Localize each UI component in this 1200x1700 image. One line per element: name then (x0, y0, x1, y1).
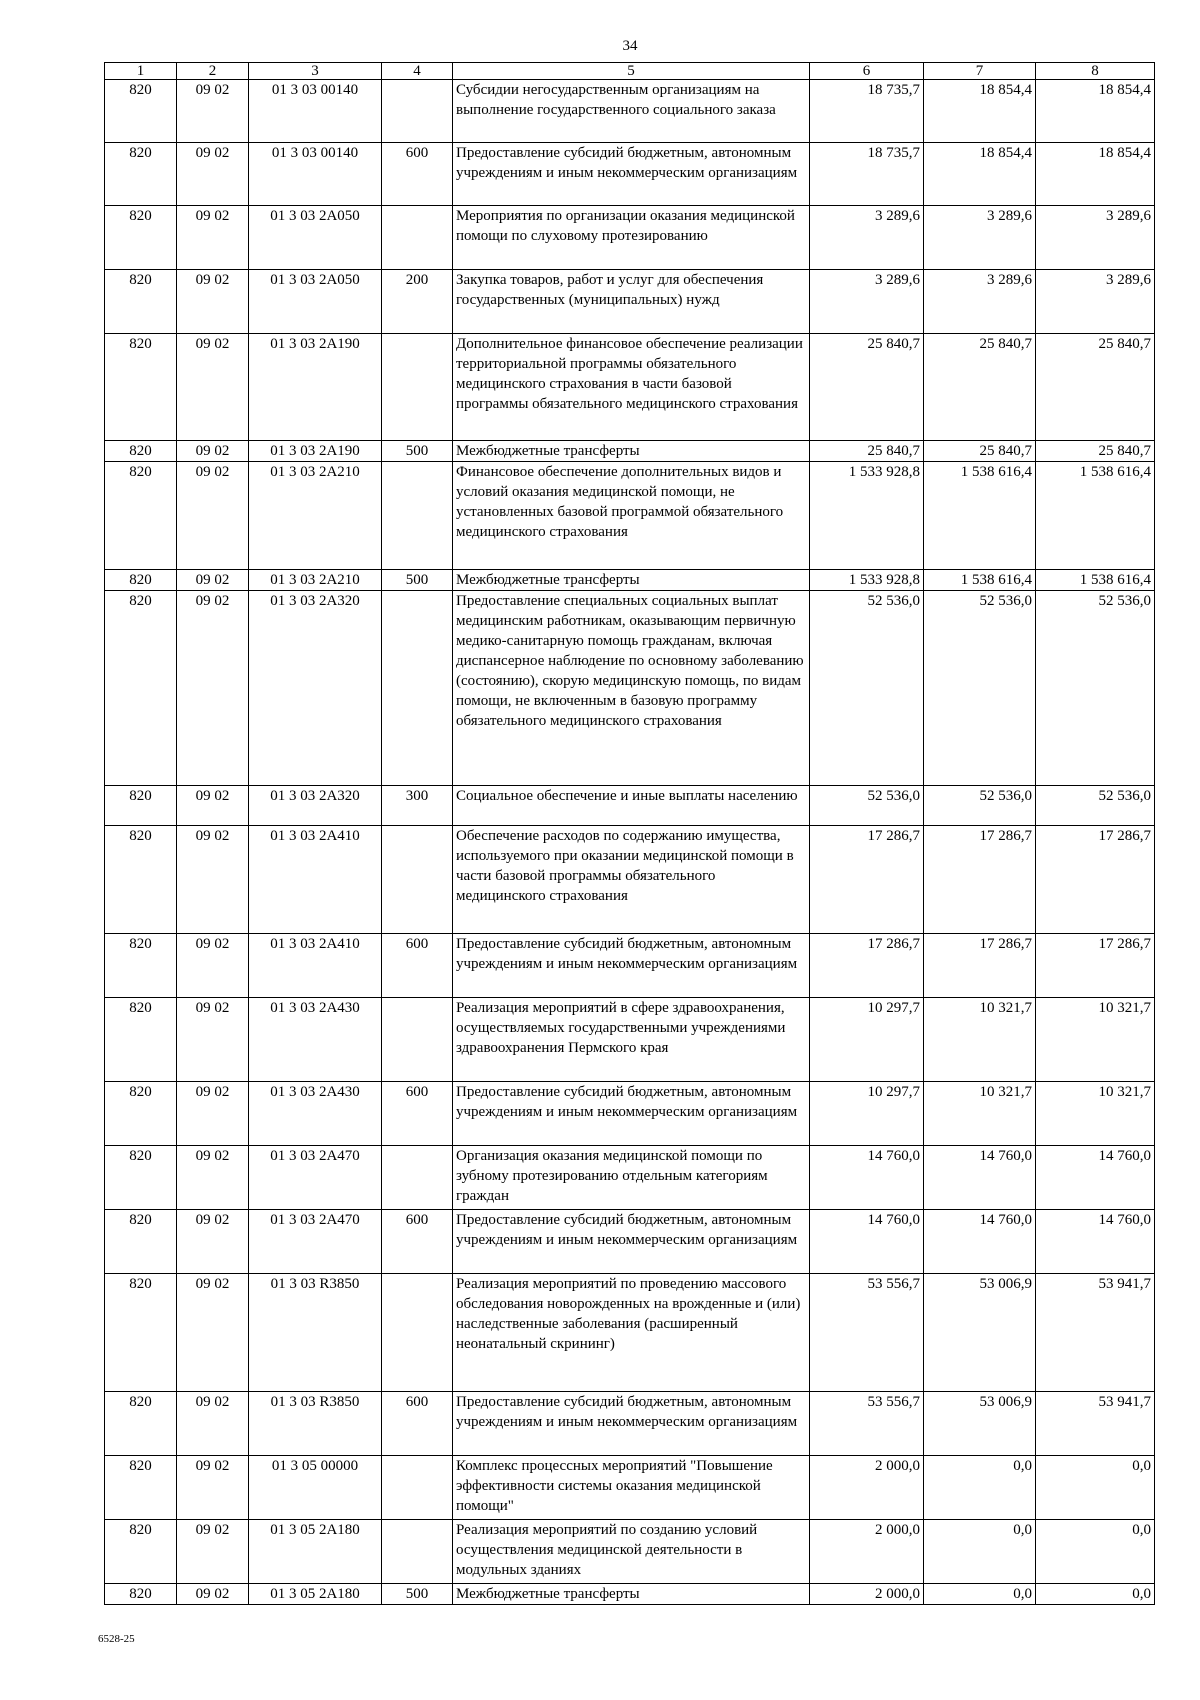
table-row (105, 591, 1155, 786)
description-cell: Предоставление субсидий бюджетным, автономным учреждениям и иным некоммерческим организациям (453, 934, 810, 998)
table-row (105, 570, 1155, 591)
expense-type-cell: 600 (382, 934, 453, 998)
amount-col6-cell: 10 297,7 (810, 998, 924, 1082)
description-cell: Дополнительное финансовое обеспечение реализации территориальной программы обязательного медицинского страхования в части базовой программы обязательного медицинского страхования (453, 334, 810, 441)
target-article-cell: 01 3 03 2А430 (249, 998, 382, 1082)
target-article-cell: 01 3 03 2А190 (249, 334, 382, 441)
amount-col8-cell: 3 289,6 (1036, 270, 1155, 334)
column-number-3: 3 (249, 63, 382, 80)
admin-code-cell: 820 (105, 1392, 177, 1456)
section-code-cell: 09 02 (177, 998, 249, 1082)
admin-code-cell: 820 (105, 786, 177, 826)
section-code-cell: 09 02 (177, 1520, 249, 1584)
description-cell: Мероприятия по организации оказания медицинской помощи по слуховому протезированию (453, 206, 810, 270)
column-number-6: 6 (810, 63, 924, 80)
amount-col8-cell: 1 538 616,4 (1036, 462, 1155, 570)
column-number-5: 5 (453, 63, 810, 80)
expense-type-cell: 500 (382, 1584, 453, 1605)
expense-type-cell (382, 591, 453, 786)
admin-code-cell: 820 (105, 1584, 177, 1605)
section-code-cell: 09 02 (177, 1584, 249, 1605)
amount-col8-cell: 10 321,7 (1036, 998, 1155, 1082)
description-cell: Комплекс процессных мероприятий "Повышение эффективности системы оказания медицинской помощи" (453, 1456, 810, 1520)
amount-col7-cell: 53 006,9 (924, 1274, 1036, 1392)
amount-col8-cell: 52 536,0 (1036, 591, 1155, 786)
target-article-cell: 01 3 03 2А210 (249, 570, 382, 591)
table-row (105, 1082, 1155, 1146)
admin-code-cell: 820 (105, 826, 177, 934)
column-number-7: 7 (924, 63, 1036, 80)
description-cell: Субсидии негосударственным организациям на выполнение государственного социального заказа (453, 80, 810, 143)
admin-code-cell: 820 (105, 1456, 177, 1520)
amount-col7-cell: 0,0 (924, 1456, 1036, 1520)
table-row (105, 998, 1155, 1082)
amount-col6-cell: 2 000,0 (810, 1520, 924, 1584)
amount-col8-cell: 53 941,7 (1036, 1274, 1155, 1392)
column-number-8: 8 (1036, 63, 1155, 80)
expense-type-cell: 500 (382, 570, 453, 591)
amount-col6-cell: 1 533 928,8 (810, 462, 924, 570)
section-code-cell: 09 02 (177, 1210, 249, 1274)
expense-type-cell (382, 1146, 453, 1210)
budget-table (104, 62, 1155, 1605)
amount-col6-cell: 18 735,7 (810, 80, 924, 143)
amount-col7-cell: 3 289,6 (924, 270, 1036, 334)
amount-col7-cell: 14 760,0 (924, 1146, 1036, 1210)
target-article-cell: 01 3 03 R3850 (249, 1392, 382, 1456)
description-cell: Межбюджетные трансферты (453, 1584, 810, 1605)
expense-type-cell (382, 826, 453, 934)
table-row (105, 1210, 1155, 1274)
amount-col6-cell: 1 533 928,8 (810, 570, 924, 591)
target-article-cell: 01 3 03 2А050 (249, 270, 382, 334)
table-row (105, 826, 1155, 934)
amount-col7-cell: 10 321,7 (924, 1082, 1036, 1146)
expense-type-cell: 500 (382, 441, 453, 462)
amount-col6-cell: 53 556,7 (810, 1274, 924, 1392)
description-cell: Организация оказания медицинской помощи по зубному протезированию отдельным категориям граждан (453, 1146, 810, 1210)
expense-type-cell (382, 462, 453, 570)
admin-code-cell: 820 (105, 1210, 177, 1274)
description-cell: Реализация мероприятий в сфере здравоохранения, осуществляемых государственными учреждениями здравоохранения Пермского края (453, 998, 810, 1082)
amount-col8-cell: 53 941,7 (1036, 1392, 1155, 1456)
section-code-cell: 09 02 (177, 1274, 249, 1392)
description-cell: Реализация мероприятий по проведению массового обследования новорожденных на врожденные и (или) наследственные заболевания (расширенный неонатальный скрининг) (453, 1274, 810, 1392)
amount-col6-cell: 3 289,6 (810, 206, 924, 270)
amount-col7-cell: 17 286,7 (924, 826, 1036, 934)
expense-type-cell: 600 (382, 143, 453, 206)
expense-type-cell (382, 206, 453, 270)
expense-type-cell: 600 (382, 1082, 453, 1146)
section-code-cell: 09 02 (177, 570, 249, 591)
target-article-cell: 01 3 03 2А320 (249, 786, 382, 826)
page-number: 34 (622, 38, 638, 54)
expense-type-cell: 200 (382, 270, 453, 334)
amount-col8-cell: 25 840,7 (1036, 441, 1155, 462)
amount-col7-cell: 0,0 (924, 1520, 1036, 1584)
table-row (105, 334, 1155, 441)
section-code-cell: 09 02 (177, 826, 249, 934)
expense-type-cell (382, 334, 453, 441)
table-row (105, 1520, 1155, 1584)
description-cell: Социальное обеспечение и иные выплаты населению (453, 786, 810, 826)
table-row (105, 1274, 1155, 1392)
description-cell: Реализация мероприятий по созданию условий осуществления медицинской деятельности в модульных зданиях (453, 1520, 810, 1584)
section-code-cell: 09 02 (177, 334, 249, 441)
target-article-cell: 01 3 03 2А470 (249, 1210, 382, 1274)
admin-code-cell: 820 (105, 1274, 177, 1392)
amount-col7-cell: 18 854,4 (924, 80, 1036, 143)
amount-col6-cell: 25 840,7 (810, 334, 924, 441)
target-article-cell: 01 3 03 2А210 (249, 462, 382, 570)
expense-type-cell (382, 1274, 453, 1392)
admin-code-cell: 820 (105, 441, 177, 462)
section-code-cell: 09 02 (177, 441, 249, 462)
table-row (105, 934, 1155, 998)
amount-col8-cell: 10 321,7 (1036, 1082, 1155, 1146)
admin-code-cell: 820 (105, 1082, 177, 1146)
target-article-cell: 01 3 03 2А470 (249, 1146, 382, 1210)
amount-col7-cell: 1 538 616,4 (924, 570, 1036, 591)
amount-col6-cell: 18 735,7 (810, 143, 924, 206)
amount-col6-cell: 52 536,0 (810, 591, 924, 786)
section-code-cell: 09 02 (177, 1456, 249, 1520)
amount-col6-cell: 53 556,7 (810, 1392, 924, 1456)
expense-type-cell (382, 80, 453, 143)
admin-code-cell: 820 (105, 143, 177, 206)
target-article-cell: 01 3 05 2А180 (249, 1584, 382, 1605)
target-article-cell: 01 3 05 2А180 (249, 1520, 382, 1584)
amount-col7-cell: 1 538 616,4 (924, 462, 1036, 570)
description-cell: Предоставление субсидий бюджетным, автономным учреждениям и иным некоммерческим организациям (453, 1392, 810, 1456)
description-cell: Предоставление субсидий бюджетным, автономным учреждениям и иным некоммерческим организациям (453, 143, 810, 206)
amount-col8-cell: 0,0 (1036, 1584, 1155, 1605)
table-row (105, 206, 1155, 270)
amount-col7-cell: 53 006,9 (924, 1392, 1036, 1456)
amount-col6-cell: 3 289,6 (810, 270, 924, 334)
target-article-cell: 01 3 03 00140 (249, 143, 382, 206)
admin-code-cell: 820 (105, 1146, 177, 1210)
column-number-1: 1 (105, 63, 177, 80)
target-article-cell: 01 3 03 2А430 (249, 1082, 382, 1146)
section-code-cell: 09 02 (177, 462, 249, 570)
amount-col8-cell: 52 536,0 (1036, 786, 1155, 826)
admin-code-cell: 820 (105, 934, 177, 998)
table-row (105, 1584, 1155, 1605)
admin-code-cell: 820 (105, 462, 177, 570)
amount-col6-cell: 2 000,0 (810, 1456, 924, 1520)
amount-col7-cell: 14 760,0 (924, 1210, 1036, 1274)
admin-code-cell: 820 (105, 334, 177, 441)
description-cell: Предоставление субсидий бюджетным, автономным учреждениям и иным некоммерческим организациям (453, 1082, 810, 1146)
column-number-4: 4 (382, 63, 453, 80)
description-cell: Финансовое обеспечение дополнительных видов и условий оказания медицинской помощи, не установленных базовой программой обязательного медицинского страхования (453, 462, 810, 570)
amount-col6-cell: 25 840,7 (810, 441, 924, 462)
expense-type-cell: 600 (382, 1210, 453, 1274)
description-cell: Межбюджетные трансферты (453, 441, 810, 462)
description-cell: Обеспечение расходов по содержанию имущества, используемого при оказании медицинской помощи в части базовой программы обязательного медицинского страхования (453, 826, 810, 934)
section-code-cell: 09 02 (177, 1392, 249, 1456)
section-code-cell: 09 02 (177, 1146, 249, 1210)
amount-col6-cell: 2 000,0 (810, 1584, 924, 1605)
amount-col7-cell: 52 536,0 (924, 591, 1036, 786)
section-code-cell: 09 02 (177, 934, 249, 998)
column-number-2: 2 (177, 63, 249, 80)
amount-col7-cell: 18 854,4 (924, 143, 1036, 206)
description-cell: Предоставление субсидий бюджетным, автономным учреждениям и иным некоммерческим организациям (453, 1210, 810, 1274)
amount-col7-cell: 25 840,7 (924, 334, 1036, 441)
target-article-cell: 01 3 03 2А190 (249, 441, 382, 462)
admin-code-cell: 820 (105, 206, 177, 270)
table-row (105, 80, 1155, 143)
amount-col8-cell: 17 286,7 (1036, 934, 1155, 998)
amount-col6-cell: 17 286,7 (810, 934, 924, 998)
expense-type-cell: 600 (382, 1392, 453, 1456)
amount-col8-cell: 0,0 (1036, 1520, 1155, 1584)
column-number-header (105, 63, 1155, 80)
amount-col8-cell: 18 854,4 (1036, 143, 1155, 206)
description-cell: Межбюджетные трансферты (453, 570, 810, 591)
amount-col6-cell: 17 286,7 (810, 826, 924, 934)
table-row (105, 1392, 1155, 1456)
target-article-cell: 01 3 03 R3850 (249, 1274, 382, 1392)
target-article-cell: 01 3 05 00000 (249, 1456, 382, 1520)
amount-col7-cell: 52 536,0 (924, 786, 1036, 826)
amount-col8-cell: 1 538 616,4 (1036, 570, 1155, 591)
section-code-cell: 09 02 (177, 206, 249, 270)
description-cell: Закупка товаров, работ и услуг для обеспечения государственных (муниципальных) нужд (453, 270, 810, 334)
section-code-cell: 09 02 (177, 786, 249, 826)
amount-col8-cell: 0,0 (1036, 1456, 1155, 1520)
target-article-cell: 01 3 03 2А050 (249, 206, 382, 270)
description-cell: Предоставление специальных социальных выплат медицинским работникам, оказывающим первичную медико-санитарную помощь гражданам, включая диспансерное наблюдение по основному заболеванию (состоянию), скорую медицинскую помощь, по видам помощи, не включенным в базовую программу обязательного медицинского страхования (453, 591, 810, 786)
amount-col7-cell: 17 286,7 (924, 934, 1036, 998)
table-row (105, 441, 1155, 462)
amount-col6-cell: 14 760,0 (810, 1146, 924, 1210)
amount-col8-cell: 18 854,4 (1036, 80, 1155, 143)
section-code-cell: 09 02 (177, 80, 249, 143)
amount-col7-cell: 10 321,7 (924, 998, 1036, 1082)
section-code-cell: 09 02 (177, 270, 249, 334)
table-row (105, 462, 1155, 570)
expense-type-cell (382, 1456, 453, 1520)
expense-type-cell (382, 1520, 453, 1584)
table-row (105, 786, 1155, 826)
table-row (105, 270, 1155, 334)
admin-code-cell: 820 (105, 591, 177, 786)
amount-col6-cell: 10 297,7 (810, 1082, 924, 1146)
amount-col8-cell: 14 760,0 (1036, 1146, 1155, 1210)
amount-col8-cell: 25 840,7 (1036, 334, 1155, 441)
section-code-cell: 09 02 (177, 143, 249, 206)
admin-code-cell: 820 (105, 570, 177, 591)
amount-col7-cell: 3 289,6 (924, 206, 1036, 270)
amount-col8-cell: 3 289,6 (1036, 206, 1155, 270)
table-row (105, 143, 1155, 206)
amount-col6-cell: 52 536,0 (810, 786, 924, 826)
amount-col7-cell: 25 840,7 (924, 441, 1036, 462)
target-article-cell: 01 3 03 2А320 (249, 591, 382, 786)
expense-type-cell: 300 (382, 786, 453, 826)
section-code-cell: 09 02 (177, 1082, 249, 1146)
admin-code-cell: 820 (105, 998, 177, 1082)
admin-code-cell: 820 (105, 270, 177, 334)
section-code-cell: 09 02 (177, 591, 249, 786)
amount-col7-cell: 0,0 (924, 1584, 1036, 1605)
table-row (105, 1146, 1155, 1210)
target-article-cell: 01 3 03 00140 (249, 80, 382, 143)
target-article-cell: 01 3 03 2А410 (249, 934, 382, 998)
document-code: 6528-25 (98, 1633, 135, 1645)
target-article-cell: 01 3 03 2А410 (249, 826, 382, 934)
expense-type-cell (382, 998, 453, 1082)
admin-code-cell: 820 (105, 1520, 177, 1584)
admin-code-cell: 820 (105, 80, 177, 143)
amount-col6-cell: 14 760,0 (810, 1210, 924, 1274)
amount-col8-cell: 17 286,7 (1036, 826, 1155, 934)
amount-col8-cell: 14 760,0 (1036, 1210, 1155, 1274)
table-row (105, 1456, 1155, 1520)
